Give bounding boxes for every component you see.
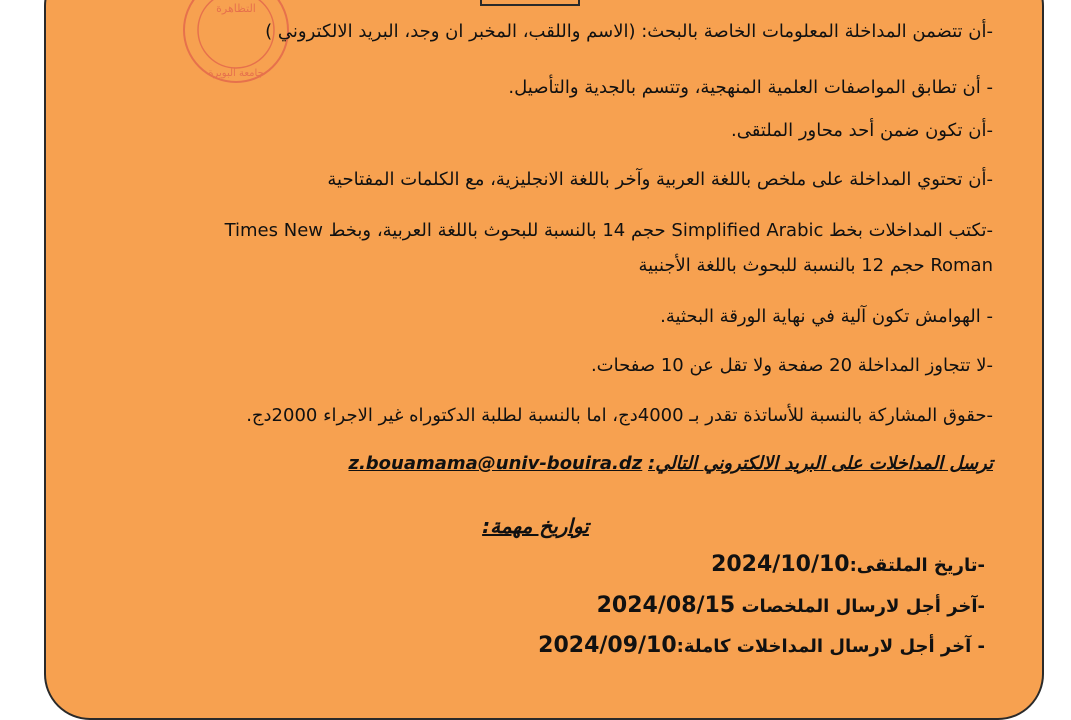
requirement-line: - أن تطابق المواصفات العلمية المنهجية، وتتسم بالجدية والتأصيل.: [508, 77, 993, 98]
date-row: [597, 594, 985, 619]
requirement-line: -أن تتضمن المداخلة المعلومات الخاصة بالبحث: (الاسم واللقب، المخبر ان وجد، البريد الالكتروني ): [265, 21, 993, 42]
date-value: 2024/10/10: [711, 552, 850, 577]
university-stamp: [178, 0, 294, 92]
date-label: -تاريخ الملتقى:: [849, 555, 985, 576]
requirement-line: -لا تتجاوز المداخلة 20 صفحة ولا تقل عن 10 صفحات.: [590, 355, 993, 376]
requirement-line: -حقوق المشاركة بالنسبة للأساتذة تقدر بـ 4000دج، اما بالنسبة لطلبة الدكتوراه غير الاجراء 2000دج.: [246, 405, 993, 426]
date-row: [538, 634, 985, 659]
requirement-line: Roman حجم 12 بالنسبة للبحوث باللغة الأجنبية: [638, 255, 993, 276]
requirement-line: - الهوامش تكون آلية في نهاية الورقة البحثية.: [660, 306, 993, 327]
requirement-line: -أن تكون ضمن أحد محاور الملتقى.: [730, 120, 993, 141]
date-label: -آخر أجل لارسال الملخصات: [741, 596, 985, 617]
requirement-line: -أن تحتوي المداخلة على ملخص باللغة العربية وآخر باللغة الانجليزية، مع الكلمات المفتاحية: [327, 169, 993, 190]
email-link[interactable]: z.bouamama@univ-bouira.dz: [348, 453, 643, 474]
requirement-line: -تكتب المداخلات بخط Simplified Arabic حجم 14 بالنسبة للبحوث باللغة العربية، وبخط Times New: [224, 220, 993, 241]
date-label: - آخر أجل لارسال المداخلات كاملة:: [676, 636, 985, 657]
email-prefix: ترسل المداخلات على البريد الالكتروني التالي:: [648, 453, 993, 474]
stamp-text-top: التظاهرة: [216, 2, 256, 15]
date-value: 2024/09/10: [538, 633, 677, 658]
top-tab: [480, 0, 580, 6]
dates-heading: تواريخ مهمة:: [482, 514, 589, 538]
date-value: 2024/08/15: [596, 593, 736, 618]
stamp-text-bottom: جامعة البويرة: [208, 68, 264, 79]
email-line: [348, 452, 993, 476]
date-row: [711, 553, 985, 578]
